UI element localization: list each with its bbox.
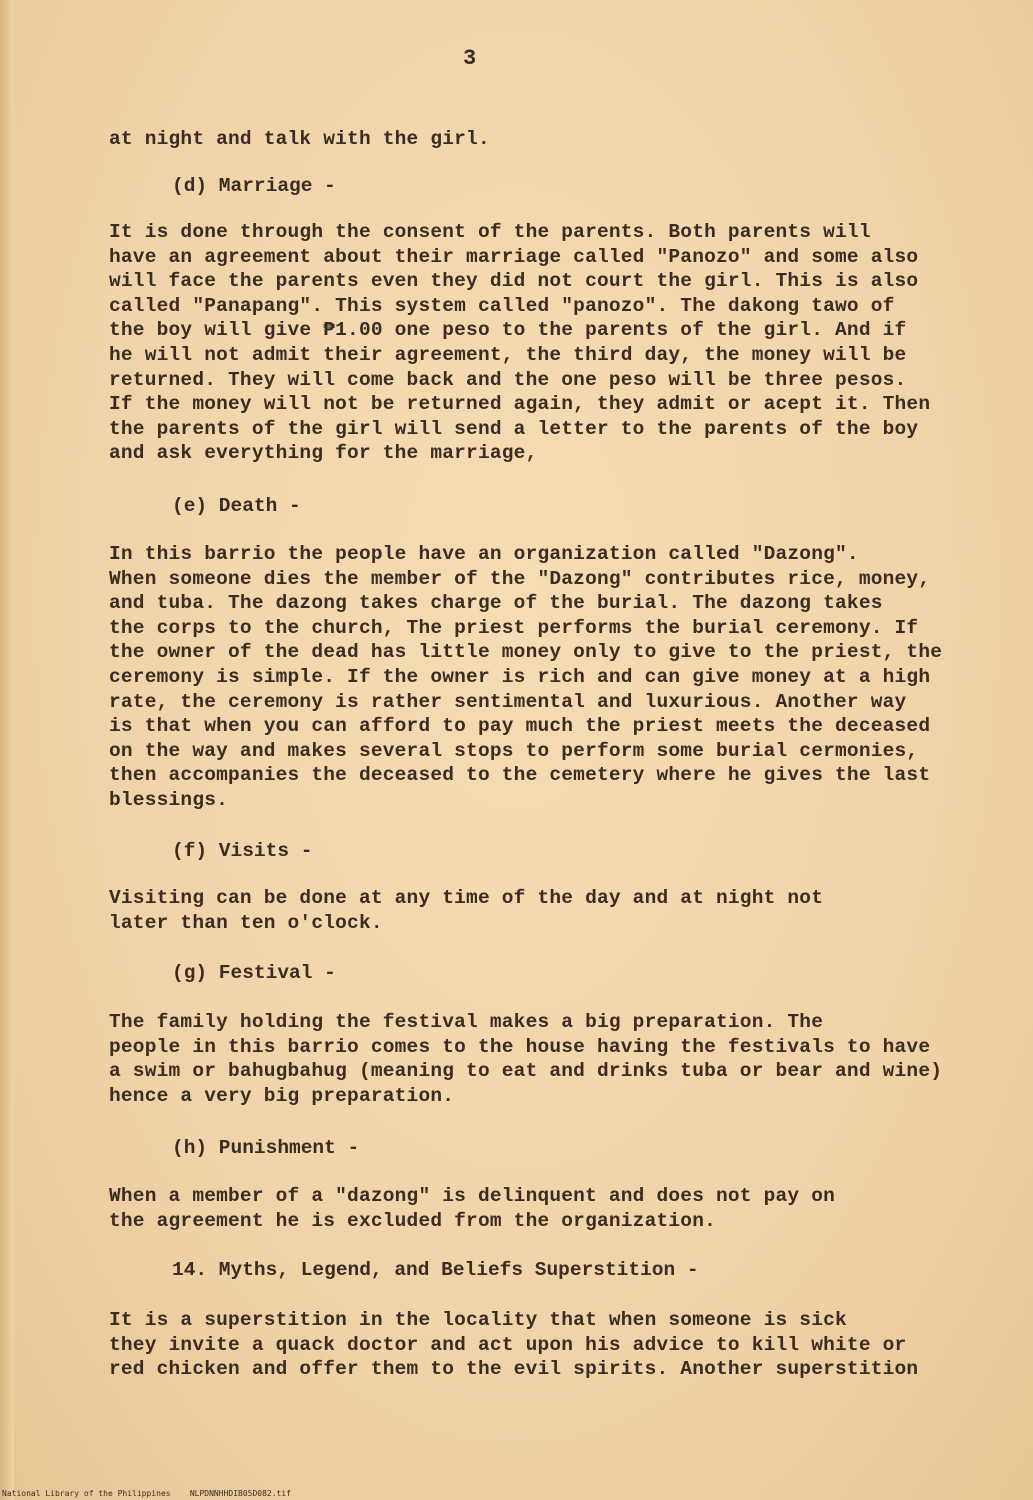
heading-visits: (f) Visits - bbox=[172, 840, 313, 862]
heading-marriage: (d) Marriage - bbox=[172, 175, 336, 197]
heading-festival: (g) Festival - bbox=[172, 962, 336, 984]
intro-line: at night and talk with the girl. bbox=[109, 128, 490, 150]
paragraph-death: In this barrio the people have an organization called "Dazong". When someone dies the member of the "Dazong" contributes rice, money, and tuba. The dazong takes charge of the burial. The dazong takes the corps to the church, The priest performs the burial ceremony. If the owner of the dead has little money only to give to the priest, the ceremony is simple. If the owner is rich and can give money at a high rate, the ceremony is rather sentimental and luxurious. Another way is that when you can afford to pay much the priest meets the deceased on the way and makes several stops to perform some burial cermonies, then accompanies the deceased to the cemetery where he gives the last blessings. bbox=[109, 543, 943, 811]
paragraph-myths: It is a superstition in the locality that when someone is sick they invite a quack doctor and act upon his advice to kill white or red chicken and offer them to the evil spirits. Another superstition bbox=[109, 1309, 919, 1381]
page-number: 3 bbox=[463, 46, 477, 71]
page-edge-shadow bbox=[0, 0, 14, 1500]
heading-death: (e) Death - bbox=[172, 495, 301, 517]
paragraph-marriage: It is done through the consent of the parents. Both parents will have an agreement about their marriage called "Panozo" and some also will face the parents even they did not court the girl. This is also called "Panapang". This system called "panozo". The dakong tawo of the boy will give ₱1.00 one peso to the parents of the girl. And if he will not admit their agreement, the third day, the money will be returned. They will come back and the one peso will be three pesos. If the money will not be returned again, they admit or acept it. Then the parents of the girl will send a letter to the parents of the boy and ask everything for the marriage, bbox=[109, 221, 931, 465]
paragraph-festival: The family holding the festival makes a big preparation. The people in this barrio comes to the house having the festivals to have a swim or bahugbahug (meaning to eat and drinks tuba or bear and wine) hence a very big preparation. bbox=[109, 1011, 943, 1107]
paragraph-visits: Visiting can be done at any time of the day and at night not later than ten o'clock. bbox=[109, 887, 824, 934]
scan-footer: National Library of the Philippines NLPDNNHHDIB05D082.tif bbox=[2, 1489, 291, 1498]
paragraph-punishment: When a member of a "dazong" is delinquent and does not pay on the agreement he is excluded from the organization. bbox=[109, 1185, 836, 1232]
heading-punishment: (h) Punishment - bbox=[172, 1137, 360, 1159]
heading-myths: 14. Myths, Legend, and Beliefs Superstition - bbox=[172, 1259, 699, 1281]
